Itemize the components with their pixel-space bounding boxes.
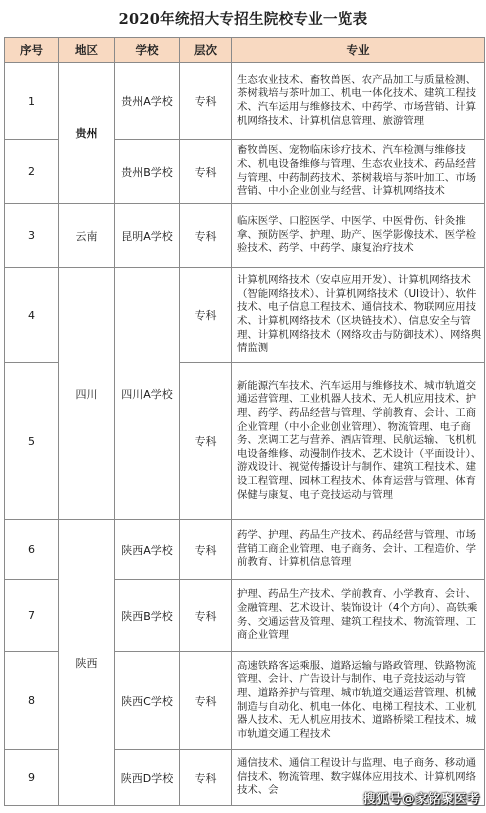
seq-cell: 2 [5,140,59,204]
majors-table [4,37,485,806]
major-cell: 新能源汽车技术、汽车运用与维修技术、城市轨道交通运营管理、工业机器人技术、无人机应用技术、护理、药学、药品经营与管理、学前教育、会计、工商企业管理（中小企业创业管理）、物流管理、电子商务、烹调工艺与营养、酒店管理、民航运输、飞机机电设备维修、动漫制作技术、艺术设计（平面设计）、游戏设计、视觉传播设计与制作、建筑工程技术、建设工程管理、园林工程技术、体育运营与管理、体育保健与康复、电子竞技运动与管理 [232,363,485,520]
level-cell: 专科 [180,580,232,652]
seq-cell: 7 [5,580,59,652]
level-cell: 专科 [180,140,232,204]
school-cell: 贵州A学校 [115,63,180,140]
table-row [5,268,485,363]
table-title: 2020年统招大专招生院校专业一览表 [118,11,368,28]
seq-cell: 1 [5,63,59,140]
major-cell: 护理、药品生产技术、学前教育、小学教育、会计、金融管理、艺术设计、装饰设计（4个方向）、高铁乘务、交通运营及管理、建筑工程技术、物流管理、工商企业管理 [232,580,485,652]
school-cell: 贵州B学校 [115,140,180,204]
seq-cell: 4 [5,268,59,363]
region-cell: 云南 [59,204,115,268]
major-cell: 通信技术、通信工程设计与监理、电子商务、移动通信技术、物流管理、数字媒体应用技术、计算机网络技术、会 [232,750,485,806]
major-cell: 药学、护理、药品生产技术、药品经营与管理、市场营销工商企业管理、电子商务、会计、工程造价、学前教育、计算机信息管理 [232,520,485,580]
header-school: 学校 [115,38,180,63]
major-cell: 临床医学、口腔医学、中医学、中医骨伤、针灸推拿、预防医学、护理、助产、医学影像技术、医学检验技术、药学、中药学、康复治疗技术 [232,204,485,268]
header-major: 专业 [232,38,485,63]
major-cell: 生态农业技术、畜牧兽医、农产品加工与质量检测、茶树栽培与茶叶加工、机电一体化技术、建筑工程技术、汽车运用与维修技术、中药学、市场营销、计算机网络技术、计算机信息管理、旅游管理 [232,63,485,140]
major-cell: 高速铁路客运乘服、道路运输与路政管理、铁路物流管理、会计、广告设计与制作、电子竞技运动与管理、道路养护与管理、城市轨道交通运营管理、机械制造与自动化、机电一体化、电梯工程技术、工业机器人技术、无人机应用技术、道路桥梁工程技术、城市轨道交通工程技术 [232,652,485,750]
header-seq: 序号 [5,38,59,63]
region-cell: 陕西 [59,520,115,806]
level-cell: 专科 [180,204,232,268]
header-region: 地区 [59,38,115,63]
level-cell: 专科 [180,652,232,750]
region-cell: 贵州 [59,63,115,204]
school-cell: 陕西B学校 [115,580,180,652]
seq-cell: 6 [5,520,59,580]
table-row [5,63,485,140]
table-row [5,204,485,268]
region-cell: 四川 [59,268,115,520]
level-cell: 专科 [180,750,232,806]
school-cell: 陕西A学校 [115,520,180,580]
major-cell: 计算机网络技术（安卓应用开发）、计算机网络技术（智能网络技术）、计算机网络技术（UI设计）、软件技术、电子信息工程技术、通信技术、物联网应用技术、计算机网络技术（区块链技术）、信息安全与管理、计算机网络技术（网络攻击与防御技术）、网络舆情监测 [232,268,485,363]
level-cell: 专科 [180,63,232,140]
school-cell: 四川A学校 [115,268,180,520]
header-level: 层次 [180,38,232,63]
seq-cell: 5 [5,363,59,520]
level-cell: 专科 [180,268,232,363]
school-cell: 陕西D学校 [115,750,180,806]
school-cell: 陕西C学校 [115,652,180,750]
level-cell: 专科 [180,363,232,520]
seq-cell: 3 [5,204,59,268]
major-cell: 畜牧兽医、宠物临床诊疗技术、汽车检测与维修技术、机电设备维修与管理、生态农业技术、药品经营与管理、中药制药技术、茶树栽培与茶叶加工、市场营销、中小企业创业与经营、计算机网络技术 [232,140,485,204]
watermark: 搜狐号@家铭聚医考 [362,791,480,806]
seq-cell: 8 [5,652,59,750]
table-row [5,520,485,580]
level-cell: 专科 [180,520,232,580]
school-cell: 昆明A学校 [115,204,180,268]
seq-cell: 9 [5,750,59,806]
header-row [5,38,485,63]
